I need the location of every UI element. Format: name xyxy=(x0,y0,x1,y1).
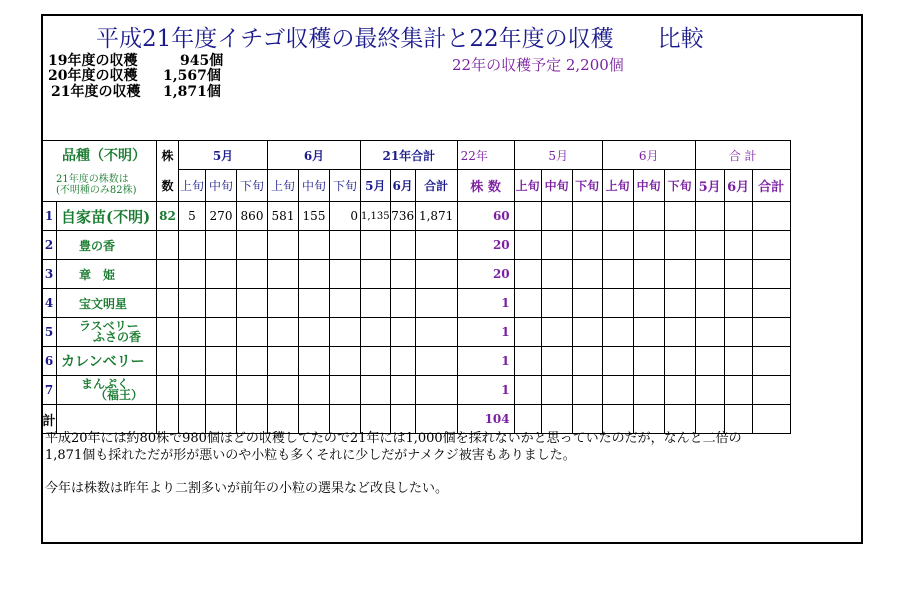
total-may-value: 1,135 xyxy=(361,202,391,231)
variety-name: まんぷく （福王） xyxy=(57,376,157,405)
plants-header: 株 xyxy=(157,141,179,170)
may-late: 下旬 xyxy=(237,170,268,202)
row-number: 7 xyxy=(42,376,57,405)
total22-may: 5月 xyxy=(695,170,724,202)
plants22-value: 1 xyxy=(457,347,514,376)
may-late-value: 860 xyxy=(237,202,268,231)
row-number: 1 xyxy=(42,202,57,231)
harvest-table xyxy=(41,140,848,434)
variety-name: 宝文明星 xyxy=(57,289,157,318)
history-value: 1,871個 xyxy=(163,84,221,100)
may-mid-value: 270 xyxy=(206,202,237,231)
plants-header-2: 数 xyxy=(157,170,179,202)
plants-count: 82 xyxy=(157,202,179,231)
total-may: 5月 xyxy=(361,170,391,202)
june22-mid: 中旬 xyxy=(633,170,664,202)
june22-header: 6月 xyxy=(602,141,695,170)
history-label: 20年度の収穫 xyxy=(48,68,138,84)
total-label: 計 xyxy=(42,405,57,434)
may-header: 5月 xyxy=(179,141,268,170)
spacer xyxy=(790,170,847,202)
total-june-value: 736 xyxy=(390,202,415,231)
variety-header: 品種（不明） xyxy=(42,141,157,170)
june-mid: 中旬 xyxy=(299,170,330,202)
table-row xyxy=(42,318,848,347)
june-early-value: 581 xyxy=(268,202,299,231)
variety-subheader: 21年度の株数は (不明種のみ82株) xyxy=(42,170,157,202)
total21-header: 21年合計 xyxy=(361,141,458,170)
table-row xyxy=(42,289,848,318)
row-number: 3 xyxy=(42,260,57,289)
plants22-header: 株 数 xyxy=(457,170,514,202)
plants22-total: 104 xyxy=(457,405,514,434)
may22-early: 上旬 xyxy=(514,170,541,202)
total22-sum: 合計 xyxy=(752,170,790,202)
table-row xyxy=(42,231,848,260)
variety-name: カレンベリー xyxy=(57,347,157,376)
history-row-19 xyxy=(48,53,224,69)
june22-early: 上旬 xyxy=(602,170,633,202)
june-late-value: 0 xyxy=(330,202,361,231)
history-value: 1,567個 xyxy=(163,68,221,84)
june-mid-value: 155 xyxy=(299,202,330,231)
title-text: 平成21年度イチゴ収穫の最終集計と22年度の収穫 xyxy=(96,26,614,52)
total-june: 6月 xyxy=(390,170,415,202)
total-sum-value: 1,871 xyxy=(415,202,457,231)
table-row xyxy=(42,202,848,231)
total22-june: 6月 xyxy=(724,170,752,202)
history-label: 19年度の収穫 xyxy=(48,53,138,69)
table-row xyxy=(42,347,848,376)
notes xyxy=(45,430,855,513)
history-row-21 xyxy=(51,84,221,100)
variety-name: ラスベリー ふさの香 xyxy=(57,318,157,347)
table-header-row-1 xyxy=(42,141,848,170)
table-row xyxy=(42,260,848,289)
history-value: 945個 xyxy=(180,53,224,69)
plants22-value: 1 xyxy=(457,376,514,405)
variety-name: 章 姫 xyxy=(57,260,157,289)
note-paragraph-2: 今年は株数は昨年より二割多いが前年の小粒の選果など改良したい。 xyxy=(45,481,449,496)
may22-late: 下旬 xyxy=(572,170,602,202)
june-early: 上旬 xyxy=(268,170,299,202)
note-paragraph-1: 平成20年には約80株で980個ほどの収穫してたので21年には1,000個を採れないかと思っていたのだが，なんと二倍の 1,871個も採れただが形が悪いのや小粒も多くそれに少しだがナメクジ被害もありました。 xyxy=(45,431,742,463)
june-late: 下旬 xyxy=(330,170,361,202)
plan-22: 22年の収穫予定 2,200個 xyxy=(452,56,624,74)
plants22-value: 60 xyxy=(457,202,514,231)
total-sum: 合計 xyxy=(415,170,457,202)
may-early: 上旬 xyxy=(179,170,206,202)
variety-name: 自家苗(不明) xyxy=(57,202,157,231)
plants22-value: 1 xyxy=(457,289,514,318)
history-row-20 xyxy=(48,68,221,84)
june-header: 6月 xyxy=(268,141,361,170)
title-compare: 比較 xyxy=(657,26,704,52)
june22-late: 下旬 xyxy=(664,170,695,202)
total22-header: 合 計 xyxy=(695,141,790,170)
row-number: 2 xyxy=(42,231,57,260)
table-header-row-2 xyxy=(42,170,848,202)
variety-name: 豊の香 xyxy=(57,231,157,260)
may-mid: 中旬 xyxy=(206,170,237,202)
may-early-value: 5 xyxy=(179,202,206,231)
row-number: 4 xyxy=(42,289,57,318)
plants22-value: 1 xyxy=(457,318,514,347)
table-row xyxy=(42,376,848,405)
row-number: 6 xyxy=(42,347,57,376)
plants22-value: 20 xyxy=(457,260,514,289)
history-label: 21年度の収穫 xyxy=(51,84,141,100)
plants22-value: 20 xyxy=(457,231,514,260)
row-number: 5 xyxy=(42,318,57,347)
may22-header: 5月 xyxy=(514,141,602,170)
spacer xyxy=(790,141,847,170)
may22-mid: 中旬 xyxy=(541,170,572,202)
year22-header: 22年 xyxy=(457,141,514,170)
page-title xyxy=(96,20,704,53)
